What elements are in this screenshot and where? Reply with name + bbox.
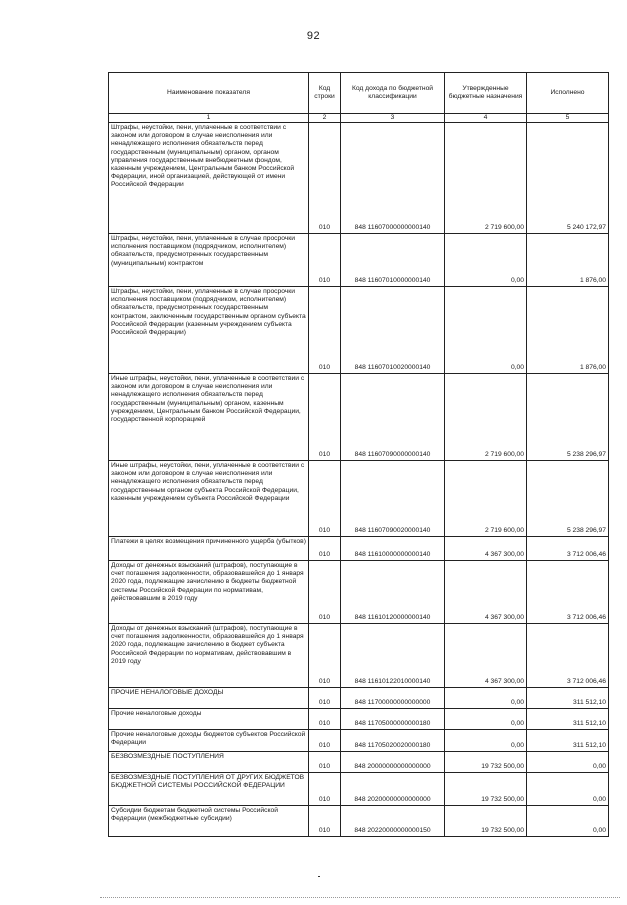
indicator-name: БЕЗВОЗМЕЗДНЫЕ ПОСТУПЛЕНИЯ ОТ ДРУГИХ БЮДЖЕТОВ БЮДЖЕТНОЙ СИСТЕМЫ РОССИЙСКОЙ ФЕДЕРАЦИИ [109,773,309,806]
approved-amount: 0,00 [445,234,527,287]
line-code: 010 [309,806,341,837]
indicator-name: ПРОЧИЕ НЕНАЛОГОВЫЕ ДОХОДЫ [109,688,309,709]
line-code: 010 [309,752,341,773]
income-code: 848 11607090020000140 [341,461,445,537]
table-row [109,123,609,234]
line-code: 010 [309,624,341,688]
column-header-approved: Утвержденные бюджетные назначения [445,73,527,114]
executed-amount: 5 240 172,97 [527,123,609,234]
column-number: 3 [341,114,445,123]
indicator-name: Иные штрафы, неустойки, пени, уплаченные в соответствии с законом или договором в случае неисполнения или ненадлежащего исполнения обязательств перед государственным органом субъекта Российской Федерации, казенным учреждением субъекта Российской Федерации [109,461,309,537]
table-row [109,624,609,688]
table-row [109,752,609,773]
executed-amount: 5 238 296,97 [527,461,609,537]
executed-amount: 311 512,10 [527,730,609,752]
approved-amount: 0,00 [445,709,527,730]
line-code: 010 [309,461,341,537]
executed-amount: 311 512,10 [527,709,609,730]
income-code: 848 11607090000000140 [341,374,445,461]
income-code: 848 11607010000000140 [341,234,445,287]
column-header-income-code: Код дохода по бюджетной классификации [341,73,445,114]
line-code: 010 [309,537,341,561]
indicator-name: Прочие неналоговые доходы [109,709,309,730]
income-code: 848 11610000000000140 [341,537,445,561]
approved-amount: 19 732 500,00 [445,806,527,837]
line-code: 010 [309,123,341,234]
table-row [109,537,609,561]
line-code: 010 [309,730,341,752]
line-code: 010 [309,709,341,730]
budget-execution-table [108,72,609,837]
income-code: 848 11610120000000140 [341,561,445,624]
line-code: 010 [309,374,341,461]
indicator-name: Штрафы, неустойки, пени, уплаченные в соответствии с законом или договором в случае неисполнения или ненадлежащего исполнения обязательств перед государственным (муниципальным) органом, органом управления государственным внебюджетным фондом, казенным учреждением, Центральным банком Российской Федерации, иной организацией, действующей от имени Российской Федерации [109,123,309,234]
table-row [109,709,609,730]
column-number: 1 [109,114,309,123]
column-number: 4 [445,114,527,123]
executed-amount: 0,00 [527,806,609,837]
executed-amount: 1 876,00 [527,287,609,374]
scan-speck [318,876,320,877]
column-number-row [109,114,609,123]
income-code: 848 11607000000000140 [341,123,445,234]
executed-amount: 311 512,10 [527,688,609,709]
indicator-name: Штрафы, неустойки, пени, уплаченные в случае просрочки исполнения поставщиком (подрядчиком, исполнителем) обязательств, предусмотренных государственным контрактом, заключенным государственным органом субъекта Российской Федерации (казенным учреждением субъекта Российской Федерации) [109,287,309,374]
table-row [109,806,609,837]
executed-amount: 3 712 006,46 [527,624,609,688]
executed-amount: 3 712 006,46 [527,537,609,561]
table-row [109,688,609,709]
table-row [109,374,609,461]
executed-amount: 0,00 [527,752,609,773]
approved-amount: 19 732 500,00 [445,773,527,806]
approved-amount: 2 719 600,00 [445,123,527,234]
column-header-code: Код строки [309,73,341,114]
indicator-name: Иные штрафы, неустойки, пени, уплаченные в соответствии с законом или договором в случае неисполнения или ненадлежащего исполнения обязательств перед государственным (муниципальным) органом, казенным учреждением, Центральным банком Российской Федерации, государственной корпорацией [109,374,309,461]
column-number: 5 [527,114,609,123]
page-number: 92 [306,30,321,42]
column-header-name: Наименование показателя [109,73,309,114]
indicator-name: Субсидии бюджетам бюджетной системы Российской Федерации (межбюджетные субсидии) [109,806,309,837]
table-header-row [109,73,609,114]
income-code: 848 11610122010000140 [341,624,445,688]
approved-amount: 0,00 [445,688,527,709]
indicator-name: Доходы от денежных взысканий (штрафов), поступающие в счет погашения задолженности, образовавшейся до 1 января 2020 года, подлежащие зачислению в бюджеты бюджетной системы Российской Федерации по нормативам, действовавшим в 2019 году [109,561,309,624]
table-row [109,561,609,624]
income-code: 848 11705000000000180 [341,709,445,730]
column-number: 2 [309,114,341,123]
line-code: 010 [309,773,341,806]
approved-amount: 2 719 600,00 [445,461,527,537]
approved-amount: 0,00 [445,730,527,752]
executed-amount: 1 876,00 [527,234,609,287]
approved-amount: 4 367 300,00 [445,561,527,624]
income-code: 848 11607010020000140 [341,287,445,374]
executed-amount: 3 712 006,46 [527,561,609,624]
indicator-name: Штрафы, неустойки, пени, уплаченные в случае просрочки исполнения поставщиком (подрядчиком, исполнителем) обязательств, предусмотренных государственным (муниципальным) контрактом [109,234,309,287]
table-row [109,730,609,752]
page-edge-line [100,897,620,898]
line-code: 010 [309,287,341,374]
table-row [109,773,609,806]
table-row [109,287,609,374]
indicator-name: Доходы от денежных взысканий (штрафов), поступающие в счет погашения задолженности, образовавшейся до 1 января 2020 года, подлежащие зачислению в бюджет субъекта Российской Федерации по нормативам, действовавшим в 2019 году [109,624,309,688]
income-code: 848 11700000000000000 [341,688,445,709]
column-header-executed: Исполнено [527,73,609,114]
approved-amount: 4 367 300,00 [445,537,527,561]
line-code: 010 [309,561,341,624]
income-code: 848 20200000000000000 [341,773,445,806]
income-code: 848 20220000000000150 [341,806,445,837]
indicator-name: Прочие неналоговые доходы бюджетов субъектов Российской Федерации [109,730,309,752]
approved-amount: 4 367 300,00 [445,624,527,688]
income-code: 848 20000000000000000 [341,752,445,773]
approved-amount: 19 732 500,00 [445,752,527,773]
indicator-name: БЕЗВОЗМЕЗДНЫЕ ПОСТУПЛЕНИЯ [109,752,309,773]
indicator-name: Платежи в целях возмещения причиненного ущерба (убытков) [109,537,309,561]
income-code: 848 11705020020000180 [341,730,445,752]
approved-amount: 0,00 [445,287,527,374]
approved-amount: 2 719 600,00 [445,374,527,461]
executed-amount: 5 238 296,97 [527,374,609,461]
table-row [109,234,609,287]
line-code: 010 [309,234,341,287]
line-code: 010 [309,688,341,709]
executed-amount: 0,00 [527,773,609,806]
table-row [109,461,609,537]
